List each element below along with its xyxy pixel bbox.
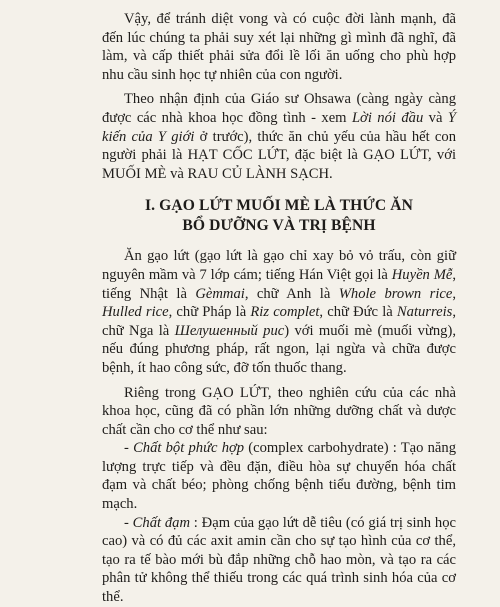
body-p3-text-h: ) với muối mè (muối vừng), nếu đúng phương pháp, rất ngon, lại ngừa và chữa được bệnh, ít hao công sức, đỡ tốn thuốc thang. [102,322,456,376]
body-p3-text-f: , chữ Đức là [319,304,397,321]
body-paragraph-2 [102,384,456,440]
section-heading [102,196,456,236]
body-p6-text: : Đạm của gạo lứt dễ tiêu (có giá trị sinh học cao) và có đủ các axit amin cần cho sự tạo hình của cơ thể, tạo ra tế bào mới bù đắp những chỗ hao mòn, và tạo ra các phân tử không thể thiếu trong các quá trình sinh hóa của cơ thể. [102,514,456,606]
body-p3-italic-3: Whole brown rice [338,285,453,302]
body-p6-italic: Chất đạm [132,514,190,531]
body-p3-text-g: , chữ Nga là [102,304,456,339]
intro-paragraph-1 [102,10,456,84]
body-p3-text-e: , chữ Pháp là [168,304,251,321]
body-p5-dash: - [124,440,134,457]
body-list-item-protein [102,514,456,607]
body-p3-italic-4: Hulled rice [102,304,169,321]
body-p3-italic-7: Шелушенный рис [174,322,285,339]
body-list-item-carbohydrate [102,439,456,513]
section-heading-line-1: I. GẠO LỨT MUỐI MÈ LÀ THỨC ĂN [144,197,413,215]
body-p3-text-a: Ăn gạo lứt (gạo lứt là gạo chỉ xay bỏ vỏ trấu, còn giữ nguyên mầm và 7 lớp cám; tiếng Hán Việt gọi là [102,248,456,283]
body-p4-text: Riêng trong GẠO LỨT, theo nghiên cứu của các nhà khoa học, cũng đã có phần lớn những dưỡng chất và dược chất cần cho cơ thể như sau: [102,384,456,438]
body-p3-text-c: , chữ Anh là [244,285,339,302]
body-p6-dash: - [124,514,133,531]
body-p3-text-b: , tiếng Nhật là [102,266,457,302]
body-p3-italic-5: Riz complet [250,304,320,321]
intro-p2-text-a: Theo nhận định của Giáo sư Ohsawa (càng ngày càng được các nhà khoa học đồng tình - xem [102,91,456,126]
intro-p1-text: Vậy, để tránh diệt vong và có cuộc đời lành mạnh, đã đến lúc chúng ta phải suy xét lại những gì mình đã nghĩ, đã làm, và cấp thiết phải sửa đổi lề lối ăn uống cho phù hợp nhu cầu sinh học tự nhiên của con người. [102,11,456,83]
intro-p2-text-b: và [423,109,448,126]
intro-p2-italic-1: Lời nói đầu [351,109,424,126]
body-p5-text: (complex carbohydrate) : Tạo năng lượng trực tiếp và đều đặn, điều hòa sự chuyển hóa chất đạm và chất béo; phòng chống bệnh tiểu đường, bệnh tim mạch. [102,440,457,513]
intro-p2-italic-2: Ý kiến của Y giới [102,109,456,145]
intro-paragraph-2 [102,90,456,183]
body-p3-text-d: , [452,285,456,302]
body-p3-italic-2: Gèmmai [195,285,245,302]
body-p3-italic-1: Huyền Mễ [391,266,453,283]
body-paragraph-1 [102,247,456,377]
body-p5-italic: Chất bột phức hợp [133,440,245,457]
intro-p2-text-c: ở trước), thức ăn chủ yếu của hầu hết con người phải là HẠT CỐC LỨT, đặc biệt là GẠO LỨT, với MUỐI MÈ và RAU CỦ LÀNH SẠCH. [102,128,457,182]
section-heading-line-2: BỔ DƯỠNG VÀ TRỊ BỆNH [182,217,376,235]
body-p3-italic-6: Naturreis [396,304,453,321]
